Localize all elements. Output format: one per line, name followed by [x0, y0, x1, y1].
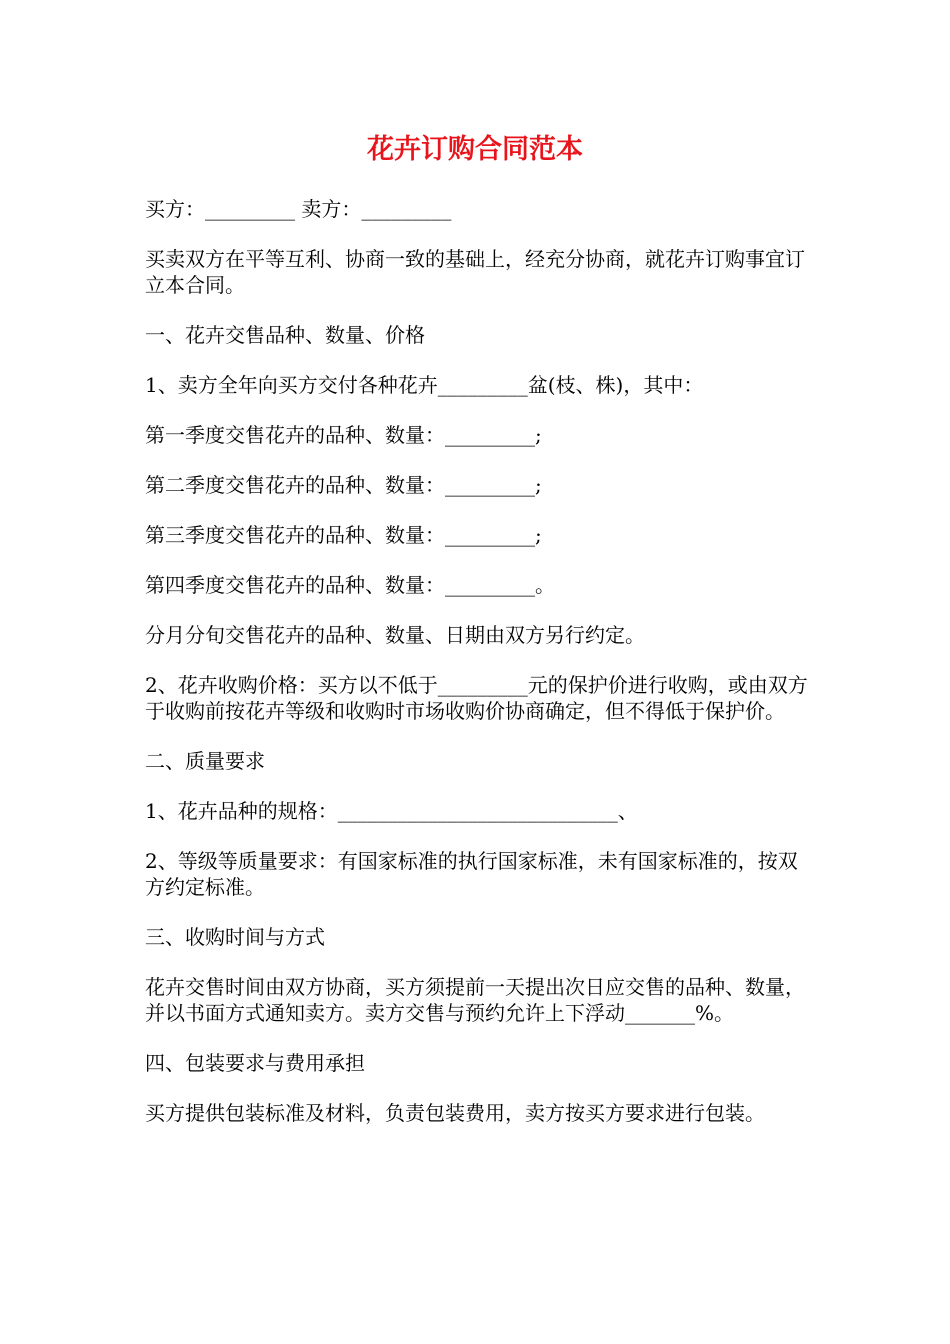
section-heading-2: 二、质量要求 — [145, 749, 265, 773]
parties-line: 买方：_________ 卖方：_________ — [145, 197, 452, 221]
monthly-schedule-line: 分月分旬交售花卉的品种、数量、日期由双方另行约定。 — [145, 623, 645, 647]
quarter-2-line: 第二季度交售花卉的品种、数量：_________; — [145, 473, 542, 497]
quarter-4-line: 第四季度交售花卉的品种、数量：_________。 — [145, 573, 555, 597]
clause-2-2: 2、等级等质量要求：有国家标准的执行国家标准，未有国家标准的，按双方约定标准。 — [145, 849, 798, 899]
clause-2-1: 1、花卉品种的规格：____________________________、 — [145, 799, 638, 823]
clause-3-body: 花卉交售时间由双方协商，买方须提前一天提出次日应交售的品种、数量，并以书面方式通知卖方。卖方交售与预约允许上下浮动_______%。 — [145, 975, 805, 1025]
document-title: 花卉订购合同范本 — [367, 134, 583, 165]
quarter-1-line: 第一季度交售花卉的品种、数量：_________; — [145, 423, 542, 447]
clause-1-1: 1、卖方全年向买方交付各种花卉_________盆(枝、株)，其中： — [145, 373, 704, 397]
section-heading-3: 三、收购时间与方式 — [145, 925, 325, 949]
clause-1-2: 2、花卉收购价格：买方以不低于_________元的保护价进行收购，或由双方于收购前按花卉等级和收购时市场收购价协商确定，但不得低于保护价。 — [145, 673, 808, 723]
quarter-3-line: 第三季度交售花卉的品种、数量：_________; — [145, 523, 542, 547]
section-heading-1: 一、花卉交售品种、数量、价格 — [145, 323, 425, 347]
clause-4-body: 买方提供包装标准及材料，负责包装费用，卖方按买方要求进行包装。 — [145, 1101, 765, 1125]
section-heading-4: 四、包装要求与费用承担 — [145, 1051, 365, 1075]
document-body — [145, 196, 817, 1150]
preamble-paragraph: 买卖双方在平等互利、协商一致的基础上，经充分协商，就花卉订购事宜订立本合同。 — [145, 247, 805, 297]
